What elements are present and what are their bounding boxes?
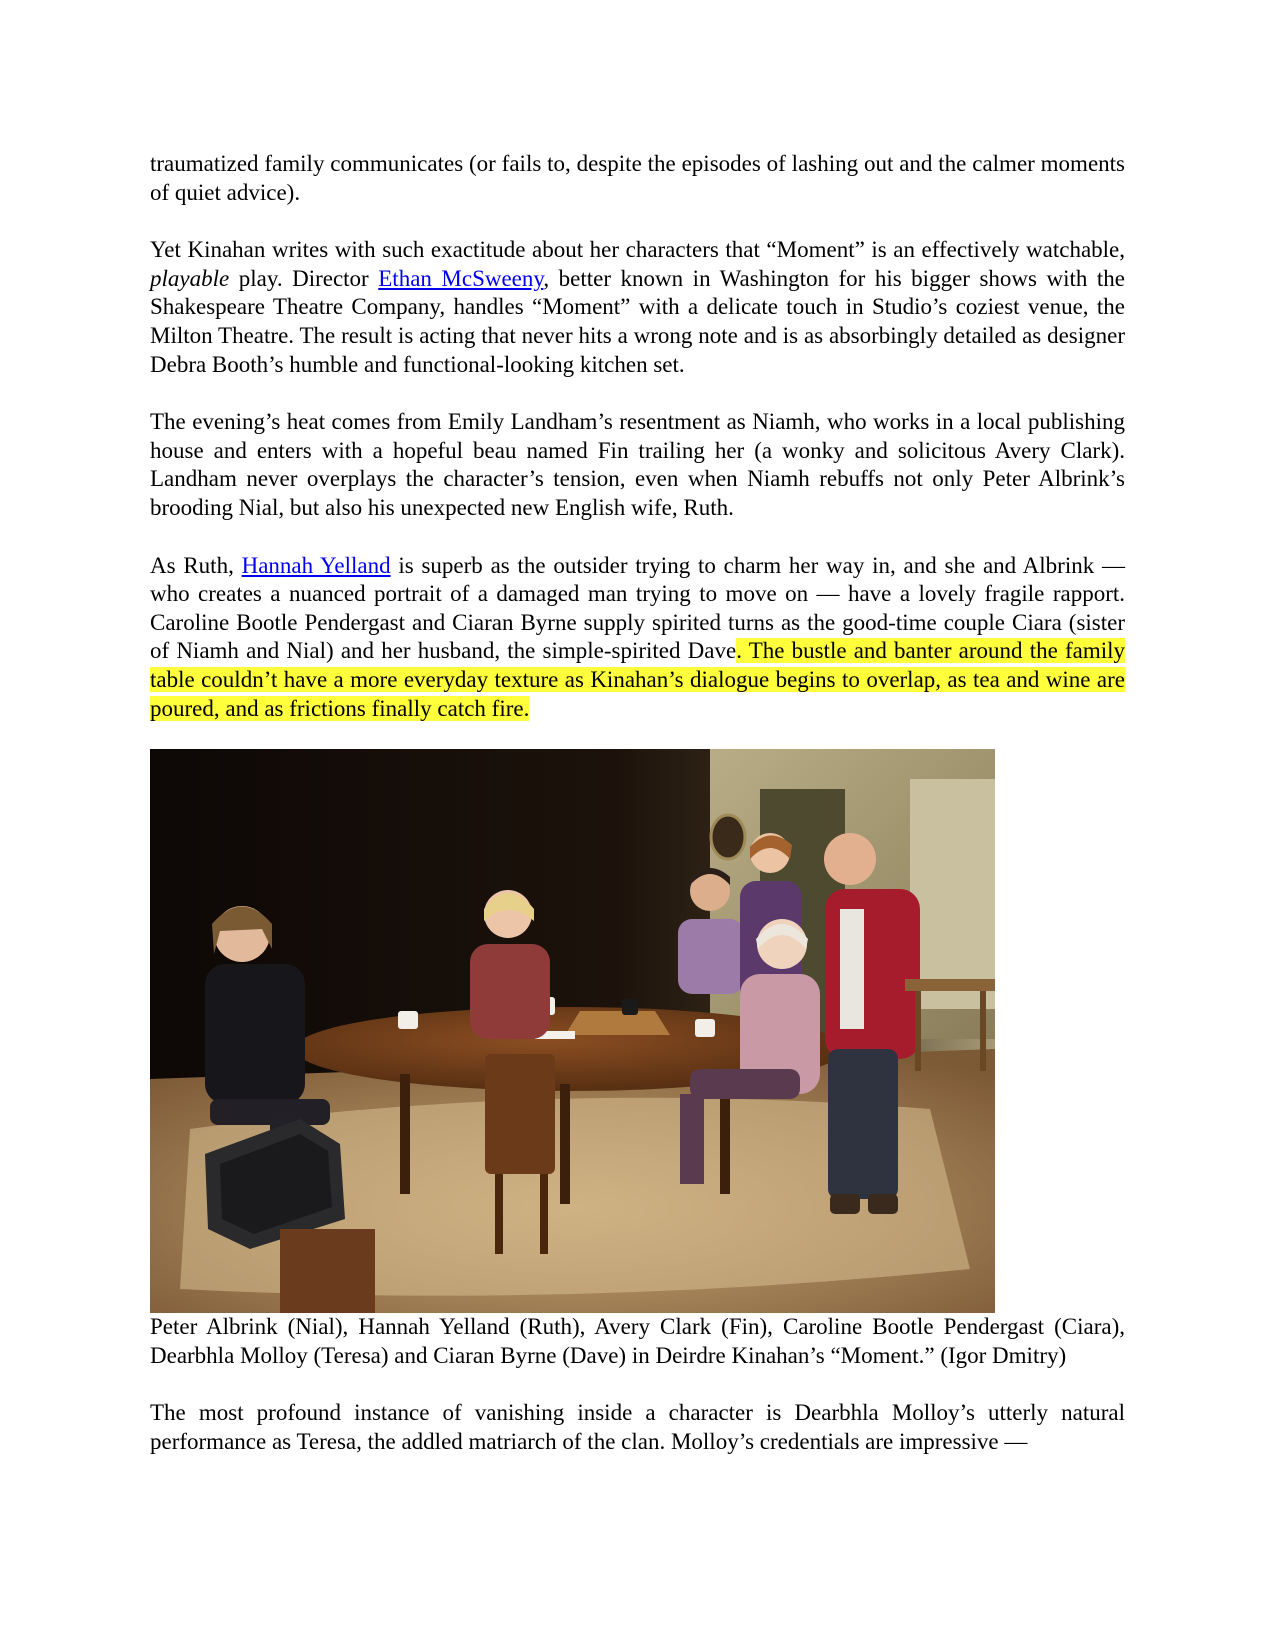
paragraph-2-text-c: , better known in Washington for his bigger shows with the Shakespeare Theatre Company, handles “Moment” with a delicate touch in Studio’s coziest venue, the Milton Theatre. The result is acting that never hits a wrong note and is as absorbingly detailed as designer Debra Booth’s humble and functional-looking kitchen set. — [150, 265, 1125, 377]
paragraph-5: The most profound instance of vanishing inside a character is Dearbhla Molloy’s utterly natural performance as Teresa, the addled matriarch of the clan. Molloy’s credentials are impressive — — [150, 1400, 1125, 1454]
production-photo — [150, 749, 995, 1313]
paragraph-2 — [150, 236, 1125, 379]
paragraph-2-emphasis: playable — [150, 265, 230, 291]
paragraph-2-text-a: Yet Kinahan writes with such exactitude about her characters that “Moment” is an effectively watchable, — [150, 237, 1125, 263]
hannah-yelland-link[interactable]: Hannah Yelland — [241, 552, 391, 578]
paragraph-1: traumatized family communicates (or fails to, despite the episodes of lashing out and the calmer moments of quiet advice). — [150, 151, 1125, 205]
paragraph-4-text-b: is superb as the outsider trying to charm her way in, and she and Albrink — who creates a nuanced portrait of a damaged man trying to move on — have a lovely fragile rapport. Caroline Bootle Pendergast and Ciaran Byrne supply spirited turns as the good-time couple Ciara (sister of Niamh and Nial) and her husband, the simple-spirited Dave — [150, 552, 1126, 664]
highlighted-text: . The bustle and banter around the family table couldn’t have a more everyday texture as Kinahan’s dialogue begins to overlap, as tea and wine are poured, and as frictions finally catch fire. — [150, 638, 1125, 721]
paragraph-3: The evening’s heat comes from Emily Landham’s resentment as Niamh, who works in a local publishing house and enters with a hopeful beau named Fin trailing her (a wonky and solicitous Avery Clark). Landham never overplays the character’s tension, even when Niamh rebuffs not only Peter Albrink’s brooding Nial, but also his unexpected new English wife, Ruth. — [150, 409, 1125, 520]
photo-caption: Peter Albrink (Nial), Hannah Yelland (Ruth), Avery Clark (Fin), Caroline Bootle Pendergast (Ciara), Dearbhla Molloy (Teresa) and Ciaran Byrne (Dave) in Deirdre Kinahan’s “Moment.” (Igor Dmitry) — [150, 1314, 1125, 1368]
paragraph-4 — [150, 552, 1125, 724]
article-page — [150, 150, 1125, 1485]
production-photo-figure — [150, 749, 1125, 1313]
paragraph-2-text-b: play. Director — [229, 265, 379, 291]
ethan-mcsweeny-link[interactable]: Ethan McSweeny — [378, 265, 544, 291]
paragraph-4-text-a: As Ruth, — [150, 552, 242, 578]
